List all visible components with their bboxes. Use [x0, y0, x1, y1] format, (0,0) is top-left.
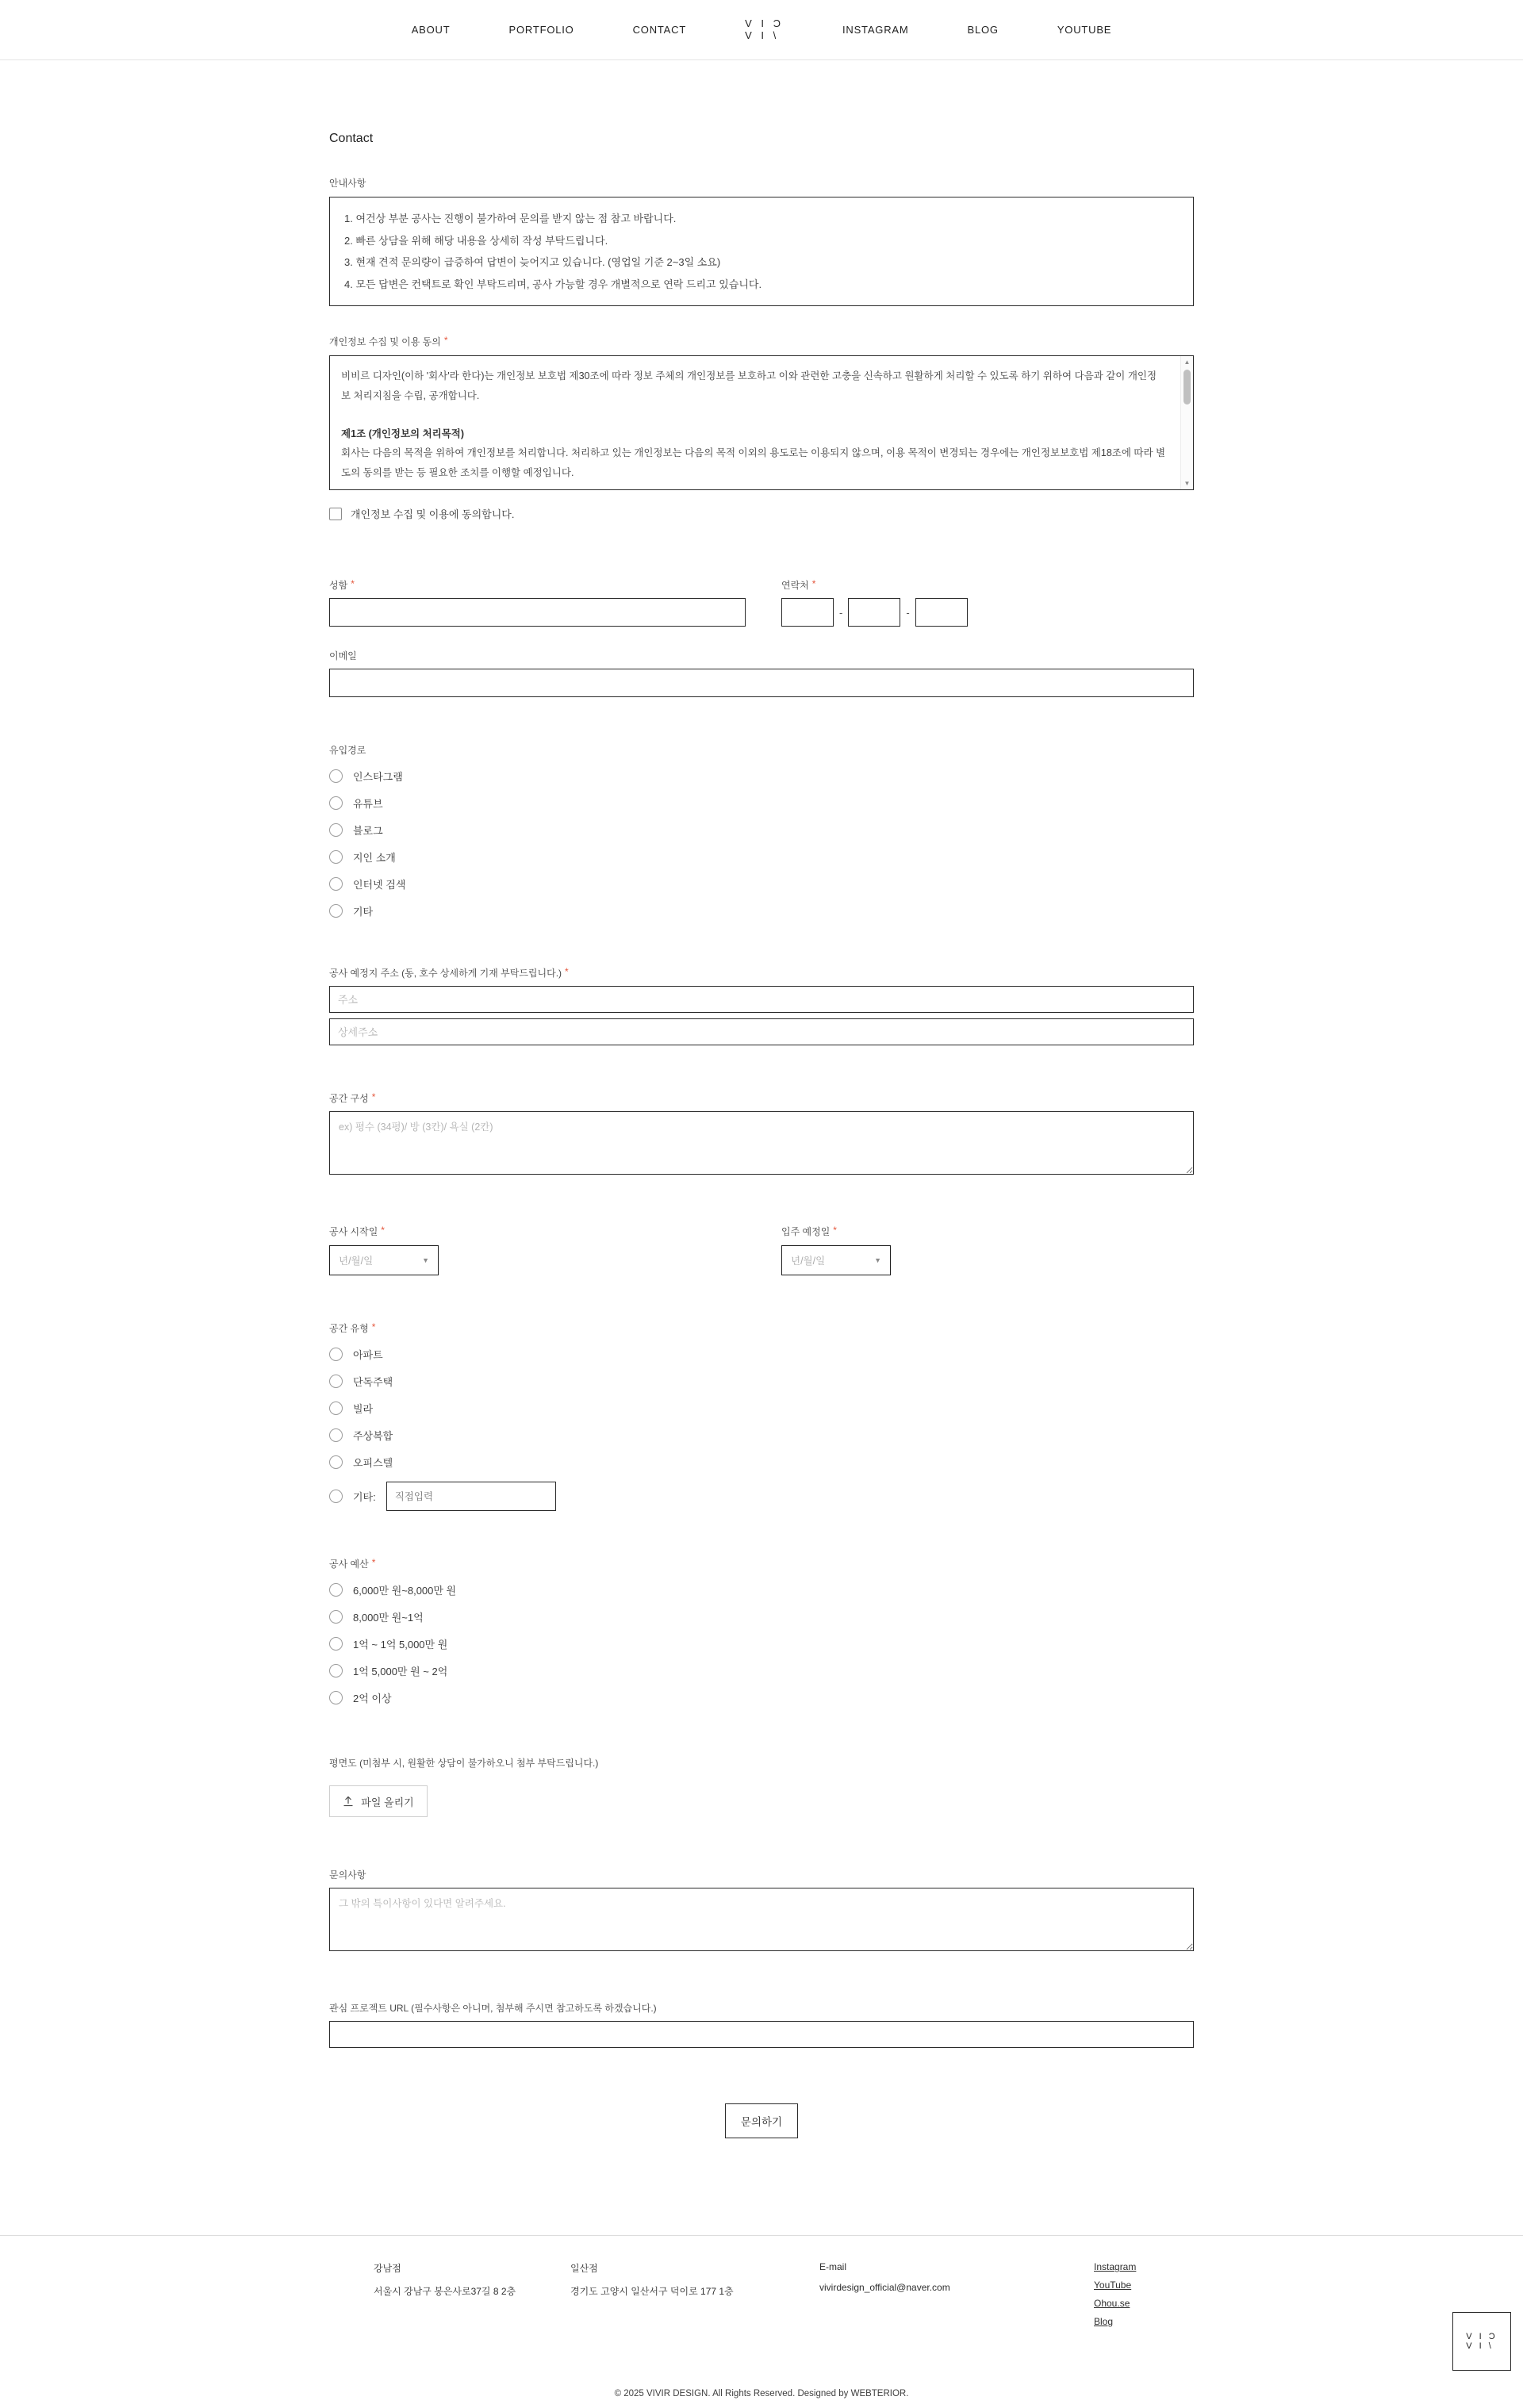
footer-email: [819, 2261, 1094, 2334]
required-mark: *: [443, 335, 448, 347]
composition-label-text: 공간 구성: [329, 1093, 369, 1105]
radio-icon[interactable]: [329, 1490, 343, 1503]
radio-label: 블로그: [353, 825, 383, 838]
required-mark: *: [371, 1557, 376, 1569]
footer-link-ohouse[interactable]: Ohou.se: [1094, 2298, 1130, 2310]
movein-date-select[interactable]: [781, 1245, 891, 1275]
radio-label: 빌라: [353, 1403, 374, 1416]
referral-label: 유입경로: [329, 745, 366, 757]
phone-input-3[interactable]: [915, 598, 968, 627]
referral-option-other[interactable]: [329, 903, 1194, 918]
required-mark: *: [833, 1225, 837, 1237]
footer-branch-ilsan: [570, 2261, 819, 2334]
referral-option-instagram[interactable]: [329, 769, 1194, 784]
notice-line: 3. 현재 견적 문의량이 급증하여 답변이 늦어지고 있습니다. (영업일 기준 2~3일 소요): [344, 256, 721, 269]
radio-icon[interactable]: [329, 796, 343, 810]
privacy-label-text: 개인정보 수집 및 이용 동의: [329, 336, 441, 348]
name-input[interactable]: [329, 598, 746, 627]
notice-line: 1. 여건상 부분 공사는 진행이 불가하여 문의를 받지 않는 점 참고 바랍니다.: [344, 213, 677, 224]
privacy-label: [329, 335, 1194, 348]
nav-item-blog[interactable]: BLOG: [967, 24, 999, 36]
address-input[interactable]: [329, 986, 1194, 1013]
vivir-logo[interactable]: [745, 18, 784, 42]
branch-address: 경기도 고양시 일산서구 덕이로 177 1층: [570, 2286, 734, 2298]
notice-label: 안내사항: [329, 178, 366, 189]
radio-label: 6,000만 원~8,000만 원: [353, 1585, 457, 1597]
radio-icon[interactable]: [329, 1455, 343, 1469]
branch-name: 일산점: [570, 2263, 598, 2275]
logo-line-2: V I \: [745, 29, 780, 41]
logo-line-1: V I Ɔ: [1466, 2331, 1498, 2341]
radio-icon[interactable]: [329, 1348, 343, 1361]
radio-label: 지인 소개: [353, 852, 396, 865]
project-url-input[interactable]: [329, 2021, 1194, 2048]
footer-link-youtube[interactable]: YouTube: [1094, 2280, 1132, 2291]
nav-item-contact[interactable]: CONTACT: [632, 24, 687, 36]
required-mark: *: [381, 1225, 385, 1237]
space-type-label-text: 공간 유형: [329, 1323, 369, 1335]
radio-icon[interactable]: [329, 1401, 343, 1415]
scrollbar-up-icon[interactable]: ▲: [1183, 359, 1191, 366]
submit-button[interactable]: 문의하기: [725, 2103, 798, 2138]
privacy-scrollbar[interactable]: [1180, 356, 1193, 489]
budget-option-80m-100m[interactable]: [329, 1609, 1194, 1624]
required-mark: *: [371, 1091, 376, 1103]
footer-links: [1094, 2261, 1136, 2334]
radio-icon[interactable]: [329, 1637, 343, 1651]
address-detail-input[interactable]: [329, 1018, 1194, 1045]
radio-icon[interactable]: [329, 904, 343, 918]
composition-label: [329, 1091, 1194, 1105]
referral-option-internet-search[interactable]: [329, 876, 1194, 891]
required-mark: *: [811, 578, 816, 590]
radio-label: 주상복합: [353, 1430, 393, 1443]
space-type-option-house[interactable]: [329, 1374, 1194, 1389]
radio-icon[interactable]: [329, 823, 343, 837]
space-type-option-officetel[interactable]: [329, 1455, 1194, 1470]
movein-date-label: [781, 1225, 1194, 1238]
phone-label-text: 연락처: [781, 580, 809, 592]
required-mark: *: [565, 966, 569, 978]
budget-label-text: 공사 예산: [329, 1559, 369, 1570]
start-date-select[interactable]: [329, 1245, 439, 1275]
radio-label: 기타: [353, 906, 374, 918]
email-input[interactable]: [329, 669, 1194, 697]
radio-label: 인터넷 검색: [353, 879, 406, 891]
logo-line-2: V I \: [1466, 2341, 1494, 2352]
notice-box: [329, 197, 1194, 306]
footer-logo: [1452, 2312, 1511, 2371]
required-mark: *: [351, 578, 355, 590]
radio-label: 유튜브: [353, 798, 383, 811]
radio-icon[interactable]: [329, 1664, 343, 1678]
nav-item-youtube[interactable]: YOUTUBE: [1057, 24, 1112, 36]
phone-separator: -: [839, 606, 843, 619]
footer-branch-gangnam: [374, 2261, 570, 2334]
radio-label: 8,000만 원~1억: [353, 1612, 424, 1624]
scrollbar-down-icon[interactable]: ▼: [1183, 480, 1191, 488]
footer: [0, 2235, 1523, 2408]
phone-separator: -: [906, 606, 910, 619]
radio-icon[interactable]: [329, 769, 343, 783]
radio-icon[interactable]: [329, 1691, 343, 1704]
radio-icon[interactable]: [329, 850, 343, 864]
budget-option-150m-200m[interactable]: [329, 1663, 1194, 1678]
start-date-label-text: 공사 시작일: [329, 1226, 378, 1238]
budget-option-over-200m[interactable]: [329, 1690, 1194, 1705]
nav-item-portfolio[interactable]: PORTFOLIO: [508, 24, 574, 36]
radio-label: 2억 이상: [353, 1693, 392, 1705]
notice-line: 2. 빠른 상담을 위해 해당 내용을 상세히 작성 부탁드립니다.: [344, 234, 608, 247]
copyright-text: © 2025 VIVIR DESIGN. All Rights Reserved. Designed by WEBTERIOR.: [614, 2389, 909, 2399]
inquiry-textarea[interactable]: [329, 1888, 1194, 1951]
email-heading: E-mail: [819, 2261, 847, 2273]
start-date-label: [329, 1225, 781, 1238]
phone-label: [781, 578, 1194, 592]
radio-label: 아파트: [353, 1349, 383, 1362]
start-date-value: 년/월/일: [339, 1256, 374, 1267]
radio-label: 인스타그램: [353, 771, 403, 784]
address-label: [329, 966, 1194, 980]
name-label-text: 성함: [329, 580, 348, 592]
inquiry-label: 문의사항: [329, 1869, 366, 1881]
space-type-other-input[interactable]: [386, 1482, 556, 1511]
radio-icon[interactable]: [329, 1610, 343, 1624]
budget-label: [329, 1557, 1194, 1570]
space-type-option-mixed-use[interactable]: [329, 1428, 1194, 1443]
email-label: 이메일: [329, 650, 357, 662]
name-label: [329, 578, 781, 592]
referral-option-acquaintance[interactable]: [329, 849, 1194, 865]
notice-line: 4. 모든 답변은 컨택트로 확인 부탁드리며, 공사 가능할 경우 개별적으로 연락 드리고 있습니다.: [344, 278, 762, 290]
email-address: vivirdesign_official@naver.com: [819, 2282, 950, 2294]
radio-label: 1억 ~ 1억 5,000만 원: [353, 1639, 448, 1651]
phone-input-2[interactable]: [848, 598, 900, 627]
floorplan-label: 평면도 (미첨부 시, 원활한 상담이 불가하오니 첨부 부탁드립니다.): [329, 1758, 599, 1770]
chevron-down-icon: ▼: [422, 1256, 429, 1265]
radio-label: 단독주택: [353, 1376, 393, 1389]
page-title: Contact: [329, 132, 374, 145]
required-mark: *: [371, 1321, 376, 1333]
radio-label: 1억 5,000만 원 ~ 2억: [353, 1666, 448, 1678]
space-type-label: [329, 1321, 1194, 1335]
budget-option-60m-80m[interactable]: [329, 1582, 1194, 1597]
chevron-down-icon: ▼: [874, 1256, 881, 1265]
scrollbar-thumb[interactable]: [1183, 370, 1191, 405]
privacy-article-heading: 제1조 (개인정보의 처리목적): [341, 428, 465, 439]
privacy-paragraph: 회사는 다음의 목적을 위하여 개인정보를 처리합니다. 처리하고 있는 개인정보는 다음의 목적 이외의 용도로는 이용되지 않으며, 이용 목적이 변경되는 경우에는 개인정보보호법 제18조에 따라 별도의 동의를 받는 등 필요한 조치를 이행할 예정입니다.: [341, 447, 1166, 478]
radio-icon[interactable]: [329, 1428, 343, 1442]
space-type-option-other[interactable]: [329, 1482, 1194, 1511]
space-type-option-apartment[interactable]: [329, 1347, 1194, 1362]
footer-link-blog[interactable]: Blog: [1094, 2316, 1114, 2328]
phone-input-1[interactable]: [781, 598, 834, 627]
upload-icon: [343, 1796, 354, 1807]
privacy-policy-text: [330, 356, 1193, 490]
branch-address: 서울시 강남구 봉은사로37길 8 2층: [374, 2286, 516, 2298]
file-upload-button[interactable]: [329, 1785, 428, 1817]
privacy-paragraph: 비비르 디자인(이하 '회사'라 한다)는 개인정보 보호법 제30조에 따라 정보 주체의 개인정보를 보호하고 이와 관련한 고충을 신속하고 원활하게 처리할 수 있도록 하기 위하여 다음과 같이 개인정보 처리지침을 수립, 공개합니다.: [341, 370, 1157, 401]
budget-option-100m-150m[interactable]: [329, 1636, 1194, 1651]
movein-date-label-text: 입주 예정일: [781, 1226, 831, 1238]
upload-button-label: 파일 올리기: [361, 1796, 414, 1808]
logo-line-1: V I Ɔ: [745, 17, 784, 29]
referral-option-youtube[interactable]: [329, 796, 1194, 811]
nav-item-instagram[interactable]: INSTAGRAM: [842, 24, 909, 36]
privacy-consent-checkbox[interactable]: [329, 508, 342, 520]
privacy-policy-scrollbox[interactable]: [329, 355, 1194, 490]
referral-option-blog[interactable]: [329, 822, 1194, 838]
contact-form: [329, 132, 1194, 2138]
nav-item-about[interactable]: ABOUT: [411, 24, 451, 36]
footer-link-instagram[interactable]: Instagram: [1094, 2261, 1137, 2273]
top-navigation: [0, 0, 1523, 60]
space-type-option-villa[interactable]: [329, 1401, 1194, 1416]
space-type-other-label: 기타:: [353, 1491, 376, 1504]
movein-date-value: 년/월/일: [791, 1256, 826, 1267]
composition-textarea[interactable]: [329, 1111, 1194, 1175]
branch-name: 강남점: [374, 2263, 401, 2275]
privacy-consent-label: 개인정보 수집 및 이용에 동의합니다.: [351, 508, 515, 521]
address-label-text: 공사 예정지 주소 (동, 호수 상세하게 기재 부탁드립니다.): [329, 968, 562, 980]
project-url-label: 관심 프로젝트 URL (필수사항은 아니며, 첨부해 주시면 참고하도록 하겠습니다.): [329, 2003, 657, 2015]
radio-label: 오피스텔: [353, 1457, 393, 1470]
radio-icon[interactable]: [329, 1375, 343, 1388]
radio-icon[interactable]: [329, 1583, 343, 1597]
radio-icon[interactable]: [329, 877, 343, 891]
